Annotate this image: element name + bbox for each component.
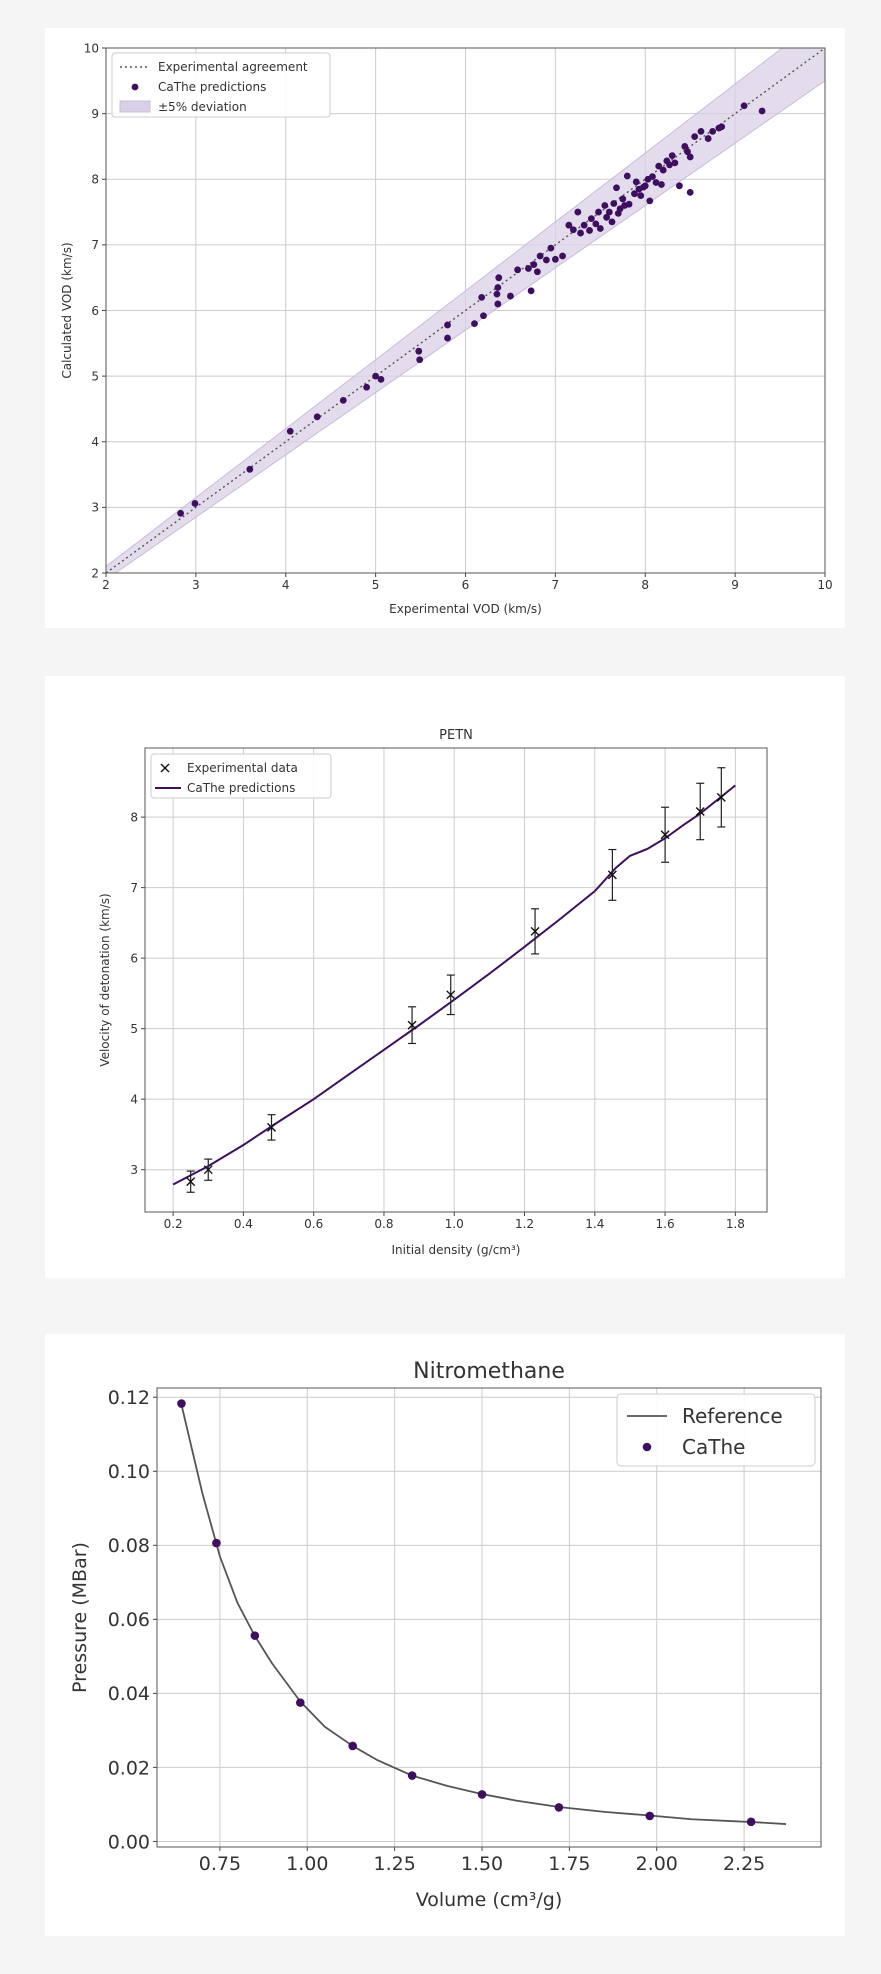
data-point bbox=[759, 108, 766, 115]
x-tick-label: 5 bbox=[371, 578, 380, 592]
nitromethane-chart bbox=[45, 1334, 845, 1936]
legend-label: CaThe predictions bbox=[187, 781, 296, 795]
legend-label: CaThe bbox=[682, 1435, 746, 1459]
data-point bbox=[698, 128, 705, 135]
data-point bbox=[649, 173, 656, 180]
data-point bbox=[177, 1399, 186, 1408]
y-axis-label: Pressure (MBar) bbox=[69, 1542, 91, 1693]
data-point bbox=[530, 261, 537, 268]
data-point bbox=[660, 167, 667, 174]
x-tick-label: 1.6 bbox=[655, 1217, 675, 1231]
data-point bbox=[534, 268, 541, 275]
data-point bbox=[363, 384, 370, 391]
data-point bbox=[212, 1539, 221, 1548]
legend-label: Experimental agreement bbox=[158, 60, 308, 74]
x-tick-label: 10 bbox=[817, 578, 833, 592]
y-tick-label: 3 bbox=[130, 1163, 138, 1178]
data-point bbox=[528, 287, 535, 294]
y-tick-label: 0.04 bbox=[107, 1683, 150, 1706]
legend-label: Experimental data bbox=[187, 761, 298, 775]
x-tick-label: 4 bbox=[281, 578, 290, 592]
x-tick-label: 1.8 bbox=[725, 1217, 745, 1231]
y-tick-label: 3 bbox=[91, 500, 99, 515]
legend-points-swatch bbox=[643, 1443, 652, 1452]
x-tick-label: 0.4 bbox=[233, 1217, 253, 1231]
data-point bbox=[705, 135, 712, 142]
data-point bbox=[543, 257, 550, 264]
data-point bbox=[624, 173, 631, 180]
data-point bbox=[555, 1803, 564, 1812]
y-axis-label: Velocity of detonation (km/s) bbox=[98, 893, 112, 1067]
chart-title: PETN bbox=[439, 728, 473, 743]
petn-grid bbox=[145, 748, 767, 1212]
data-point bbox=[296, 1698, 305, 1707]
legend-label: Reference bbox=[682, 1404, 783, 1428]
y-tick-label: 6 bbox=[130, 951, 138, 966]
data-point bbox=[251, 1631, 260, 1640]
x-tick-label: 2 bbox=[102, 578, 110, 592]
data-point bbox=[574, 209, 581, 216]
data-point bbox=[340, 397, 347, 404]
data-point bbox=[642, 182, 649, 189]
data-point bbox=[314, 413, 321, 420]
data-point bbox=[747, 1818, 756, 1827]
data-point bbox=[495, 274, 502, 281]
y-tick-label: 5 bbox=[130, 1021, 138, 1036]
data-point bbox=[192, 500, 199, 507]
data-point bbox=[691, 133, 698, 140]
data-point bbox=[416, 356, 423, 363]
x-tick-label: 8 bbox=[641, 578, 650, 592]
y-tick-label: 2 bbox=[91, 566, 99, 581]
data-point bbox=[581, 222, 588, 229]
data-point bbox=[595, 209, 602, 216]
y-axis-label: Calculated VOD (km/s) bbox=[60, 242, 74, 379]
legend-band-swatch bbox=[120, 101, 150, 112]
data-point bbox=[415, 348, 422, 355]
data-point bbox=[669, 152, 676, 159]
data-point bbox=[687, 189, 694, 196]
x-tick-label: 1.75 bbox=[548, 1853, 591, 1875]
data-point bbox=[287, 428, 294, 435]
data-point bbox=[718, 123, 725, 130]
data-point bbox=[507, 293, 514, 300]
data-point bbox=[494, 301, 501, 308]
vod-parity-chart bbox=[45, 28, 845, 628]
data-point bbox=[478, 294, 485, 301]
data-point bbox=[444, 335, 451, 342]
data-point bbox=[637, 192, 644, 199]
y-tick-label: 4 bbox=[91, 435, 99, 450]
x-tick-label: 1.50 bbox=[460, 1853, 504, 1875]
chart-title: Nitromethane bbox=[413, 1359, 565, 1384]
x-tick-label: 6 bbox=[461, 578, 470, 592]
legend-label: ±5% deviation bbox=[158, 100, 247, 114]
data-point bbox=[741, 102, 748, 109]
x-tick-label: 0.2 bbox=[163, 1217, 183, 1231]
data-point bbox=[408, 1771, 417, 1780]
y-tick-label: 0.06 bbox=[107, 1609, 150, 1632]
y-tick-label: 0.02 bbox=[107, 1757, 150, 1780]
data-point bbox=[514, 266, 521, 273]
data-point bbox=[687, 154, 694, 161]
data-point bbox=[246, 466, 253, 473]
data-point bbox=[609, 219, 616, 226]
y-tick-label: 0.10 bbox=[107, 1461, 150, 1484]
data-point bbox=[378, 376, 385, 383]
y-tick-label: 0.08 bbox=[107, 1535, 150, 1558]
x-tick-label: 0.8 bbox=[374, 1217, 394, 1231]
y-tick-label: 8 bbox=[130, 810, 138, 825]
y-tick-label: 8 bbox=[91, 172, 99, 187]
y-tick-label: 0.12 bbox=[107, 1387, 150, 1410]
data-point bbox=[348, 1742, 357, 1751]
data-point bbox=[494, 291, 501, 298]
data-point bbox=[672, 159, 679, 166]
x-tick-label: 9 bbox=[731, 578, 739, 592]
data-point bbox=[480, 312, 487, 319]
data-point bbox=[613, 184, 620, 191]
x-axis-label: Experimental VOD (km/s) bbox=[389, 602, 542, 616]
data-point bbox=[559, 253, 566, 260]
legend-points-swatch bbox=[132, 84, 139, 91]
data-point bbox=[444, 322, 451, 329]
data-point bbox=[478, 1790, 487, 1799]
data-point bbox=[626, 201, 633, 208]
data-point bbox=[588, 215, 595, 222]
data-point bbox=[471, 320, 478, 327]
x-axis-label: Initial density (g/cm³) bbox=[391, 1243, 521, 1257]
data-point bbox=[645, 1812, 654, 1821]
reference-line bbox=[181, 1405, 786, 1824]
x-tick-label: 2.25 bbox=[722, 1853, 766, 1875]
x-tick-label: 1.0 bbox=[444, 1217, 464, 1231]
vod-parity-panel bbox=[45, 28, 845, 628]
data-point bbox=[633, 178, 640, 185]
data-point bbox=[619, 196, 626, 203]
y-tick-label: 7 bbox=[91, 238, 99, 253]
data-point bbox=[676, 182, 683, 189]
data-point bbox=[537, 253, 544, 260]
data-point bbox=[601, 202, 608, 209]
data-point bbox=[646, 198, 653, 205]
x-tick-label: 1.4 bbox=[585, 1217, 605, 1231]
x-tick-label: 1.2 bbox=[514, 1217, 535, 1231]
data-point bbox=[597, 225, 604, 232]
data-point bbox=[547, 245, 554, 252]
petn-chart bbox=[45, 676, 845, 1278]
y-tick-label: 4 bbox=[130, 1092, 138, 1107]
y-tick-label: 10 bbox=[83, 41, 99, 56]
x-tick-label: 0.75 bbox=[198, 1853, 242, 1875]
y-tick-label: 6 bbox=[91, 303, 99, 318]
data-point bbox=[570, 226, 577, 233]
x-tick-label: 1.00 bbox=[286, 1853, 329, 1875]
legend bbox=[617, 1394, 815, 1466]
x-tick-label: 0.6 bbox=[304, 1217, 324, 1231]
data-point bbox=[610, 200, 617, 207]
legend bbox=[151, 754, 331, 798]
data-point bbox=[552, 256, 559, 263]
x-axis-label: Volume (cm³/g) bbox=[415, 1889, 563, 1911]
data-point bbox=[606, 209, 613, 216]
y-tick-label: 5 bbox=[91, 369, 99, 384]
data-point bbox=[586, 227, 593, 234]
x-tick-label: 7 bbox=[551, 578, 560, 592]
petn-panel bbox=[45, 676, 845, 1278]
data-point bbox=[177, 510, 184, 517]
legend bbox=[112, 53, 330, 117]
x-tick-label: 1.25 bbox=[373, 1853, 416, 1875]
y-tick-label: 0.00 bbox=[107, 1831, 150, 1854]
legend-label: CaThe predictions bbox=[158, 80, 267, 94]
data-point bbox=[577, 230, 584, 237]
x-tick-label: 2.00 bbox=[635, 1853, 678, 1875]
data-point bbox=[658, 181, 665, 188]
y-tick-label: 7 bbox=[130, 880, 138, 895]
nitromethane-panel bbox=[45, 1334, 845, 1936]
data-point bbox=[494, 284, 501, 291]
data-point bbox=[709, 128, 716, 135]
y-tick-label: 9 bbox=[91, 106, 99, 121]
x-tick-label: 3 bbox=[192, 578, 200, 592]
